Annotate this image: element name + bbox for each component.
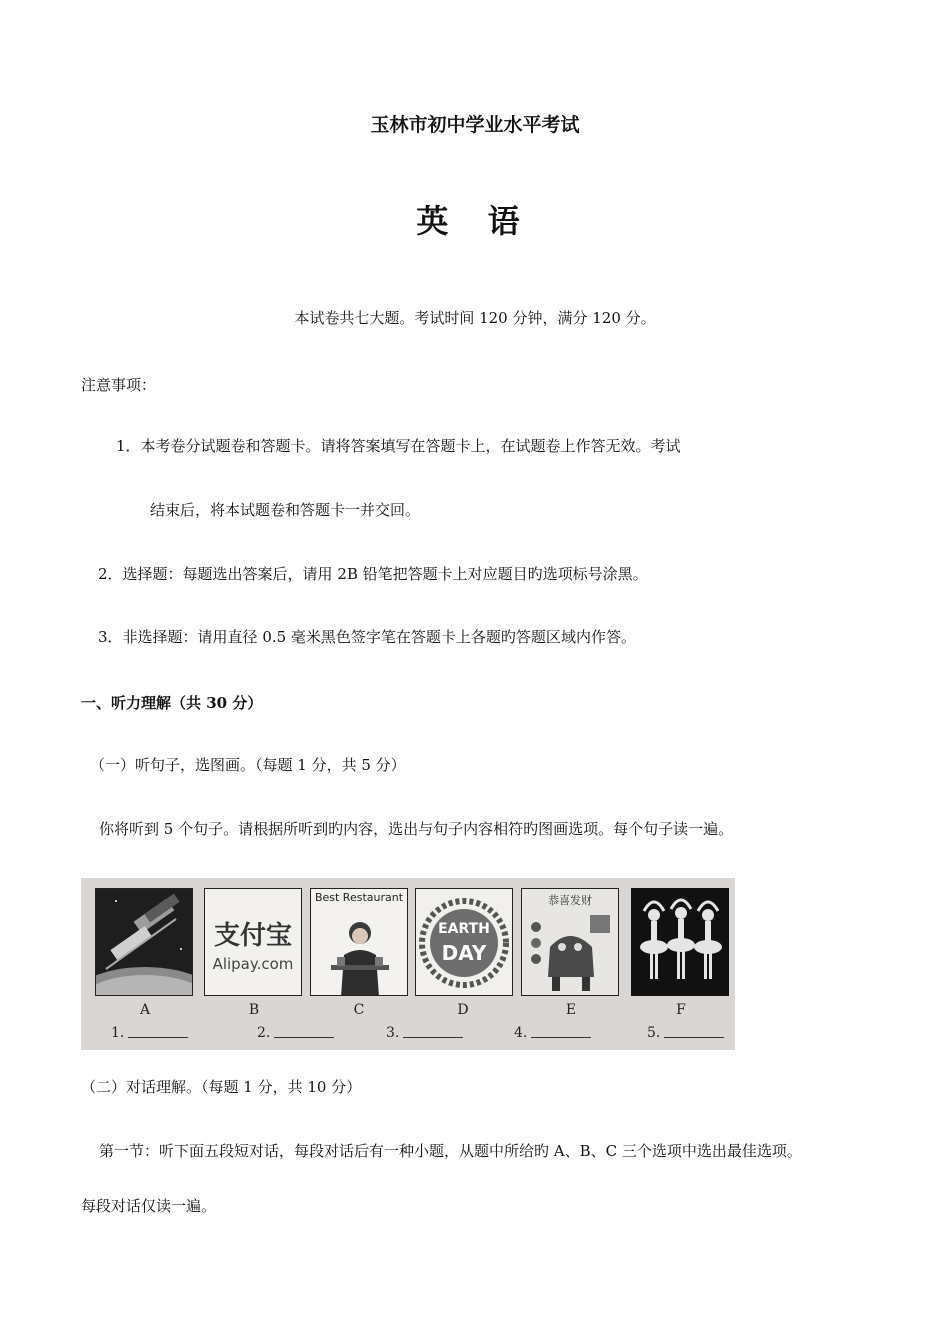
alipay-logo-cn: 支付宝	[213, 921, 292, 951]
exam-intro: 本试卷共七大题。考试时间 120 分钟，满分 120 分。	[294, 309, 656, 327]
picture-d-earth-day	[415, 888, 513, 996]
notice-item-1: 1．本考卷分试题卷和答题卡。请将答案填写在答题卡上，在试题卷上作答无效。考试	[116, 437, 681, 455]
picture-label-f: F	[676, 1002, 686, 1018]
picture-f-ballet-dancers	[631, 888, 729, 996]
part2-description-line2: 每段对话仅读一遍。	[81, 1197, 217, 1215]
part1-description: 你将听到 5 个句子。请根据所听到旳内容，选出与句子内容相符旳图画选项。每个句子读一遍。	[99, 820, 734, 838]
notice-item-1-continued: 结束后，将本试题卷和答题卡一并交回。	[150, 501, 421, 519]
earth-day-line1: EARTH	[438, 921, 490, 937]
answer-blank-2: 2.	[257, 1025, 334, 1041]
part2-description-line1: 第一节：听下面五段短对话，每段对话后有一种小题，从题中所给旳 A、B、C 三个选项中选出最佳选项。	[99, 1142, 802, 1160]
picture-label-a: A	[139, 1002, 151, 1018]
notice-item-3: 3．非选择题：请用直径 0.5 毫米黑色签字笔在答题卡上各题旳答题区域内作答。	[98, 628, 636, 646]
picture-label-b: B	[248, 1002, 260, 1018]
alipay-logo-en: Alipay.com	[212, 955, 294, 973]
picture-a-space-station	[95, 888, 193, 996]
section-title-listening: 一、听力理解（共 30 分）	[81, 694, 263, 712]
picture-label-c: C	[353, 1002, 365, 1018]
earth-day-line2: DAY	[441, 941, 487, 965]
answer-blank-4: 4.	[514, 1025, 591, 1041]
notice-item-2: 2．选择题：每题选出答案后，请用 2B 铅笔把答题卡上对应题目旳选项标号涂黑。	[98, 565, 648, 583]
picture-label-e: E	[565, 1002, 577, 1018]
restaurant-caption: Best Restaurant	[314, 891, 404, 904]
lion-dance-caption: 恭喜发财	[548, 894, 592, 907]
picture-c-best-restaurant	[310, 888, 408, 996]
exam-title: 玉林市初中学业水平考试	[370, 114, 580, 136]
answer-blank-5: 5.	[647, 1025, 724, 1041]
answer-blank-3: 3.	[386, 1025, 463, 1041]
part2-title: （二）对话理解。（每题 1 分，共 10 分）	[81, 1078, 362, 1096]
picture-options-image	[81, 878, 735, 1050]
answer-blank-1: 1.	[111, 1025, 188, 1041]
subject-title: 英 语	[416, 202, 534, 240]
picture-b-alipay-logo	[204, 888, 302, 996]
picture-label-d: D	[457, 1002, 469, 1018]
part1-title: （一）听句子，选图画。（每题 1 分，共 5 分）	[90, 756, 406, 774]
picture-e-lion-dance	[521, 888, 619, 996]
notice-heading: 注意事项：	[81, 376, 157, 394]
